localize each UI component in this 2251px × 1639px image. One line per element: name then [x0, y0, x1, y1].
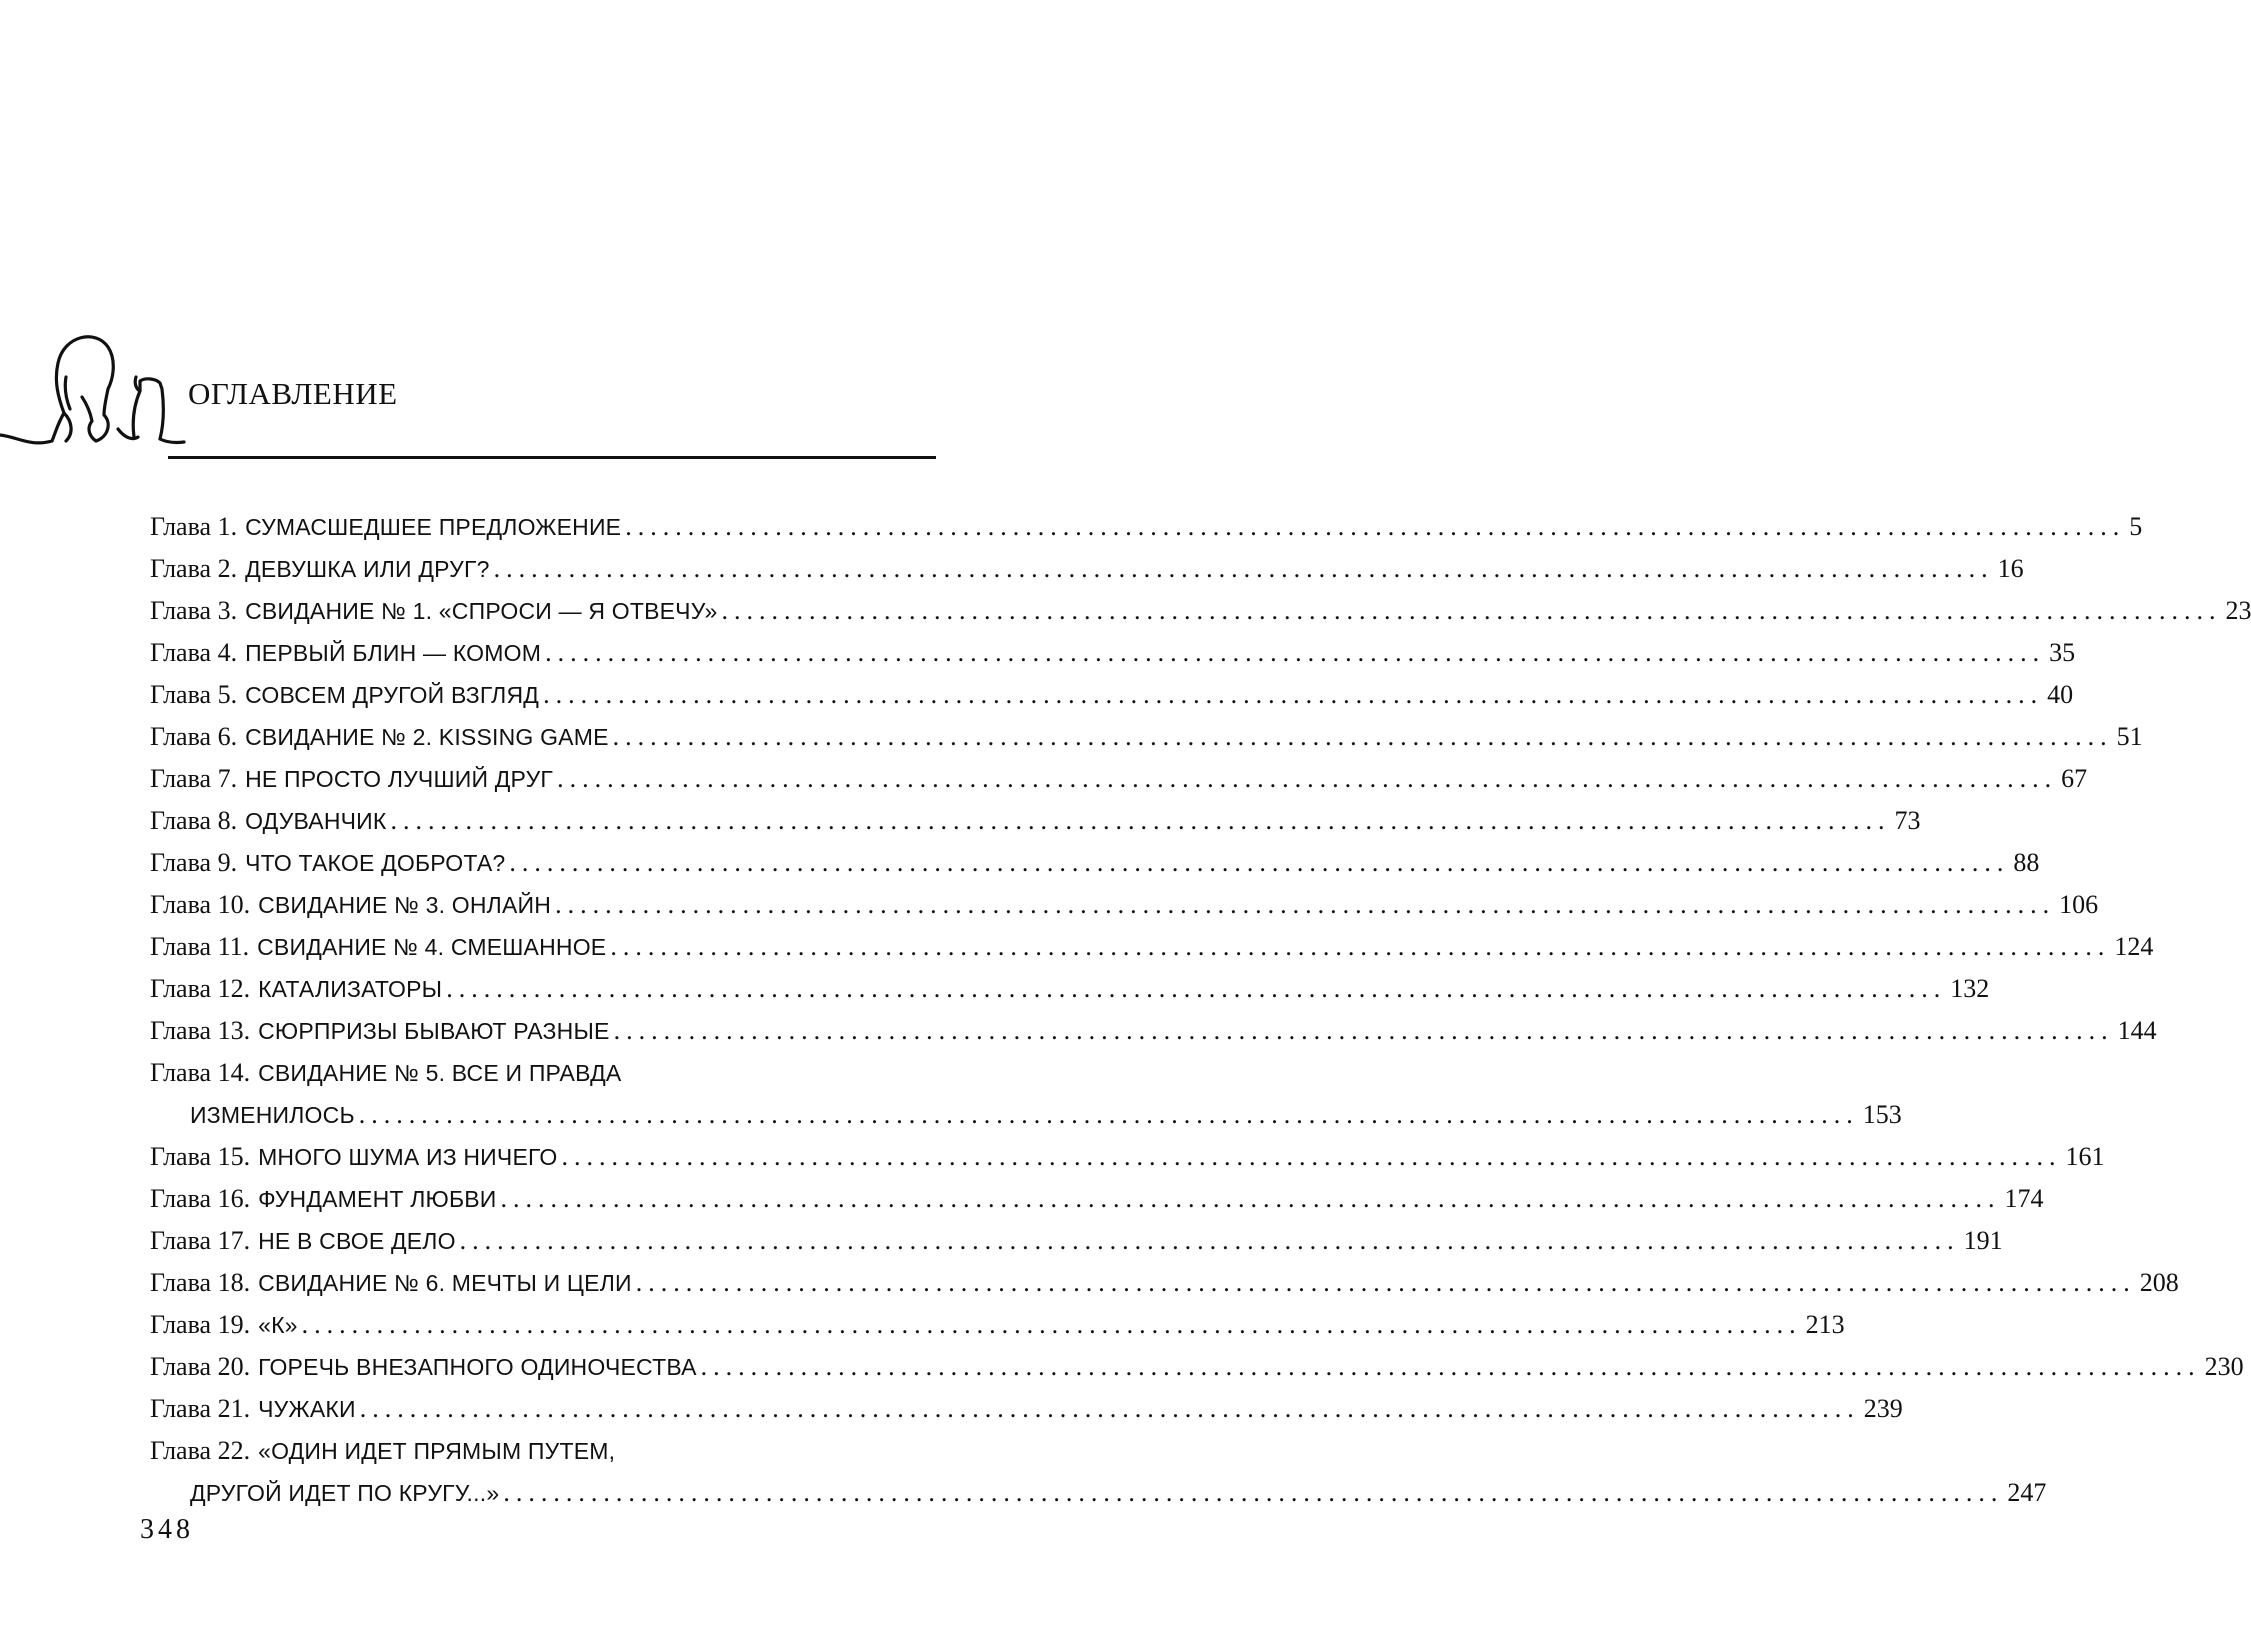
chapter-title: СВИДАНИЕ № 1. «СПРОСИ — Я ОТВЕЧУ»: [245, 598, 718, 624]
chapter-number: Глава 11.: [150, 932, 250, 961]
toc-entry: [150, 884, 2099, 926]
chapter-title: НЕ В СВОЕ ДЕЛО: [258, 1228, 456, 1254]
toc-line: [150, 1388, 1903, 1430]
dot-leader: ........................................................................................................................: [635, 1268, 2136, 1297]
chapter-title: СВИДАНИЕ № 4. СМЕШАННОЕ: [257, 934, 607, 960]
dot-leader: ........................................................................................................................: [561, 1142, 2062, 1171]
chapter-number: Глава 10.: [150, 890, 251, 919]
chapter-number: Глава 13.: [150, 1016, 251, 1045]
toc-entry: [150, 1010, 2157, 1052]
toc-line: [150, 1052, 938, 1094]
table-of-contents: [150, 506, 2251, 1514]
chapter-page: 191: [1963, 1226, 2003, 1255]
dot-leader: ........................................................................................................................: [503, 1478, 2004, 1507]
chapter-number: Глава 6.: [150, 722, 238, 751]
chapter-page: 213: [1805, 1310, 1845, 1339]
chapter-title: «ОДИН ИДЕТ ПРЯМЫМ ПУТЕМ,: [258, 1438, 616, 1464]
dot-leader: ........................................................................................................................: [545, 638, 2046, 667]
toc-line: [150, 632, 2076, 674]
dot-leader: ........................................................................................................................: [359, 1394, 1860, 1423]
dot-leader: ........................................................................................................................: [459, 1226, 1960, 1255]
chapter-title: СУМАСШЕДШЕЕ ПРЕДЛОЖЕНИЕ: [245, 514, 622, 540]
toc-entry: [150, 926, 2154, 968]
toc-line: [150, 548, 2024, 590]
chapter-page: 144: [2117, 1016, 2157, 1045]
toc-entry: [150, 632, 2076, 674]
chapter-page: 247: [2007, 1478, 2047, 1507]
chapter-title: МНОГО ШУМА ИЗ НИЧЕГО: [258, 1144, 558, 1170]
dot-leader: ........................................................................................................................: [509, 848, 2010, 877]
toc-entry: [150, 842, 2040, 884]
toc-line: [150, 1472, 2047, 1514]
chapter-title: ПЕРВЫЙ БЛИН — КОМОМ: [245, 640, 542, 666]
chapter-page: 67: [2061, 764, 2088, 793]
chapter-page: 16: [1997, 554, 2024, 583]
page-number: 348: [140, 1514, 194, 1545]
dot-leader: ........................................................................................................................: [500, 1184, 2001, 1213]
chapter-page: 51: [2116, 722, 2143, 751]
dot-leader: ........................................................................................................................: [613, 1016, 2114, 1045]
toc-heading: ОГЛАВЛЕНИЕ: [188, 376, 398, 411]
toc-entry: [150, 1136, 2105, 1178]
dot-leader: ........................................................................................................................: [557, 764, 2058, 793]
toc-entry: [150, 758, 2088, 800]
toc-entry: [150, 548, 2024, 590]
chapter-title: ОДУВАНЧИК: [245, 808, 387, 834]
toc-line: [150, 1346, 2244, 1388]
chapter-page: 5: [2129, 512, 2143, 541]
chapter-title: СЮРПРИЗЫ БЫВАЮТ РАЗНЫЕ: [258, 1018, 610, 1044]
chapter-title: ИЗМЕНИЛОСЬ: [190, 1102, 355, 1128]
chapter-number: Глава 17.: [150, 1226, 251, 1255]
dot-leader: ........................................................................................................................: [555, 890, 2056, 919]
chapter-number: Глава 2.: [150, 554, 238, 583]
chapter-page: 161: [2065, 1142, 2105, 1171]
chapter-number: Глава 3.: [150, 596, 238, 625]
dot-leader: ........................................................................................................................: [358, 1100, 1859, 1129]
toc-line: [150, 1304, 1845, 1346]
toc-line: [150, 800, 1921, 842]
toc-line: [150, 590, 2251, 632]
chapter-page: 40: [2047, 680, 2074, 709]
toc-entry: [150, 1052, 1902, 1136]
chapter-title: ЧУЖАКИ: [258, 1396, 356, 1422]
toc-line: [150, 506, 2143, 548]
chapter-page: 23: [2225, 596, 2251, 625]
chapter-page: 208: [2139, 1268, 2179, 1297]
chapter-number: Глава 4.: [150, 638, 238, 667]
chapter-number: Глава 19.: [150, 1310, 251, 1339]
toc-entry: [150, 1430, 2047, 1514]
chapter-title: «К»: [258, 1312, 298, 1338]
chapter-page: 88: [2013, 848, 2040, 877]
chapter-title: СВИДАНИЕ № 3. ОНЛАЙН: [258, 892, 552, 918]
chapter-page: 132: [1950, 974, 1990, 1003]
toc-entry: [150, 1304, 1845, 1346]
dot-leader: ........................................................................................................................: [446, 974, 1947, 1003]
dot-leader: ........................................................................................................................: [610, 932, 2111, 961]
chapter-title: СВИДАНИЕ № 5. ВСЕ И ПРАВДА: [258, 1060, 622, 1086]
toc-line: [150, 926, 2154, 968]
toc-line: [150, 1220, 2003, 1262]
toc-line: [150, 1136, 2105, 1178]
dot-leader: ........................................................................................................................: [625, 512, 2126, 541]
chapter-number: Глава 18.: [150, 1268, 251, 1297]
chapter-title: ДЕВУШКА ИЛИ ДРУГ?: [245, 556, 490, 582]
toc-line: [150, 716, 2143, 758]
chapter-page: 124: [2114, 932, 2154, 961]
toc-entry: [150, 1220, 2003, 1262]
chapter-number: Глава 20.: [150, 1352, 251, 1381]
toc-entry: [150, 800, 1921, 842]
heading-rule: [168, 456, 936, 459]
dot-leader: ........................................................................................................................: [543, 680, 2044, 709]
chapter-title: ГОРЕЧЬ ВНЕЗАПНОГО ОДИНОЧЕСТВА: [258, 1354, 697, 1380]
chapter-title: ФУНДАМЕНТ ЛЮБВИ: [258, 1186, 497, 1212]
chapter-title: СОВСЕМ ДРУГОЙ ВЗГЛЯД: [245, 682, 540, 708]
chapter-number: Глава 9.: [150, 848, 238, 877]
chapter-number: Глава 14.: [150, 1058, 251, 1087]
toc-line: [150, 842, 2040, 884]
toc-entry: [150, 506, 2143, 548]
chapter-number: Глава 7.: [150, 764, 238, 793]
chapter-number: Глава 15.: [150, 1142, 251, 1171]
toc-line: [150, 1010, 2157, 1052]
dot-leader: ........................................................................................................................: [493, 554, 1994, 583]
toc-line: [150, 1094, 1902, 1136]
toc-entry: [150, 1346, 2244, 1388]
chapter-title: КАТАЛИЗАТОРЫ: [258, 976, 443, 1002]
toc-entry: [150, 674, 2074, 716]
chapter-page: 106: [2059, 890, 2099, 919]
chapter-number: Глава 12.: [150, 974, 251, 1003]
dot-leader: ........................................................................................................................: [612, 722, 2113, 751]
dot-leader: ........................................................................................................................: [390, 806, 1891, 835]
toc-entry: [150, 1388, 1903, 1430]
toc-entry: [150, 968, 1990, 1010]
chapter-number: Глава 8.: [150, 806, 238, 835]
chapter-title: ЧТО ТАКОЕ ДОБРОТА?: [245, 850, 506, 876]
chapter-number: Глава 21.: [150, 1394, 251, 1423]
chapter-number: Глава 5.: [150, 680, 238, 709]
chapter-page: 73: [1894, 806, 1921, 835]
dot-leader: ........................................................................................................................: [700, 1352, 2201, 1381]
toc-line: [150, 1430, 938, 1472]
toc-entry: [150, 1178, 2044, 1220]
chapter-number: Глава 16.: [150, 1184, 251, 1213]
toc-entry: [150, 716, 2143, 758]
dot-leader: ........................................................................................................................: [301, 1310, 1802, 1339]
toc-line: [150, 968, 1990, 1010]
dot-leader: ........................................................................................................................: [721, 596, 2222, 625]
chapter-number: Глава 1.: [150, 512, 238, 541]
toc-line: [150, 884, 2099, 926]
toc-line: [150, 758, 2088, 800]
chapter-page: 239: [1863, 1394, 1903, 1423]
two-dogs-silhouette-icon: [0, 325, 200, 475]
toc-entry: [150, 590, 2251, 632]
chapter-page: 153: [1862, 1100, 1902, 1129]
chapter-title: НЕ ПРОСТО ЛУЧШИЙ ДРУГ: [245, 766, 554, 792]
toc-line: [150, 1178, 2044, 1220]
chapter-title: СВИДАНИЕ № 2. KISSING GAME: [245, 724, 609, 750]
chapter-page: 174: [2004, 1184, 2044, 1213]
chapter-title: ДРУГОЙ ИДЕТ ПО КРУГУ...»: [190, 1480, 500, 1506]
chapter-page: 35: [2049, 638, 2076, 667]
chapter-page: 230: [2204, 1352, 2244, 1381]
toc-line: [150, 1262, 2179, 1304]
chapter-title: СВИДАНИЕ № 6. МЕЧТЫ И ЦЕЛИ: [258, 1270, 632, 1296]
chapter-number: Глава 22.: [150, 1436, 251, 1465]
toc-line: [150, 674, 2074, 716]
toc-entry: [150, 1262, 2179, 1304]
